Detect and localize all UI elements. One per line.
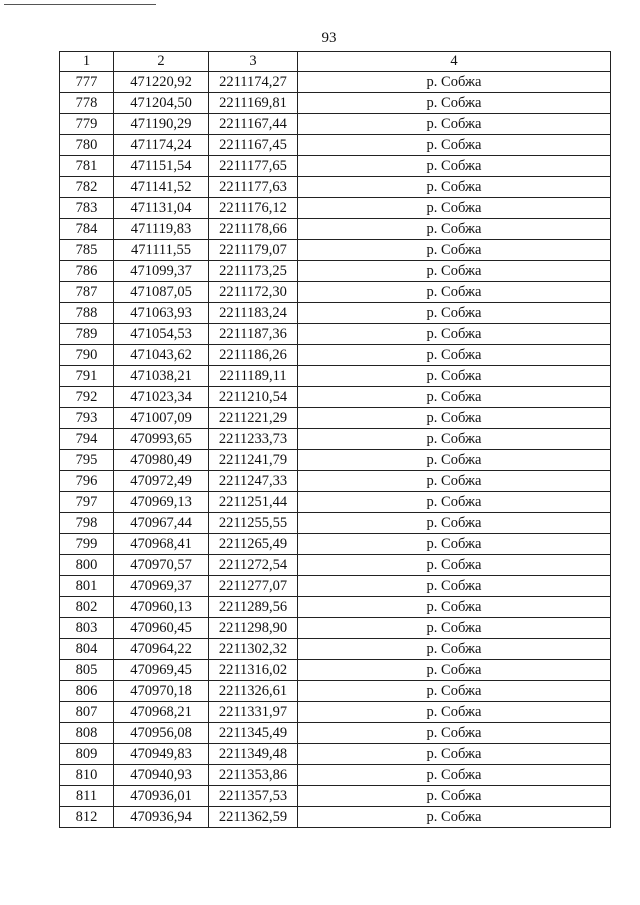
description-cell: р. Собжа [298, 660, 611, 681]
x-coordinate-cell: 470960,13 [114, 597, 209, 618]
table-row [60, 219, 611, 240]
point-number-cell: 806 [60, 681, 114, 702]
description-cell: р. Собжа [298, 702, 611, 723]
x-coordinate-cell: 471220,92 [114, 72, 209, 93]
y-coordinate-cell: 2211277,07 [209, 576, 298, 597]
description-cell: р. Собжа [298, 429, 611, 450]
table-row [60, 786, 611, 807]
description-cell: р. Собжа [298, 744, 611, 765]
x-coordinate-cell: 470968,41 [114, 534, 209, 555]
x-coordinate-cell: 470980,49 [114, 450, 209, 471]
y-coordinate-cell: 2211331,97 [209, 702, 298, 723]
table-row [60, 282, 611, 303]
description-cell: р. Собжа [298, 114, 611, 135]
table-row [60, 618, 611, 639]
x-coordinate-cell: 470972,49 [114, 471, 209, 492]
table-row [60, 450, 611, 471]
table-row [60, 429, 611, 450]
point-number-cell: 805 [60, 660, 114, 681]
y-coordinate-cell: 2211362,59 [209, 807, 298, 828]
point-number-cell: 790 [60, 345, 114, 366]
y-coordinate-cell: 2211210,54 [209, 387, 298, 408]
y-coordinate-cell: 2211316,02 [209, 660, 298, 681]
table-row [60, 135, 611, 156]
x-coordinate-cell: 470969,13 [114, 492, 209, 513]
table-row [60, 639, 611, 660]
x-coordinate-cell: 470968,21 [114, 702, 209, 723]
table-row [60, 534, 611, 555]
page-number: 93 [321, 30, 337, 46]
table-row [60, 660, 611, 681]
point-number-cell: 809 [60, 744, 114, 765]
point-number-cell: 785 [60, 240, 114, 261]
point-number-cell: 780 [60, 135, 114, 156]
description-cell: р. Собжа [298, 723, 611, 744]
table-row [60, 93, 611, 114]
table-row [60, 576, 611, 597]
table-row [60, 471, 611, 492]
y-coordinate-cell: 2211298,90 [209, 618, 298, 639]
x-coordinate-cell: 471023,34 [114, 387, 209, 408]
x-coordinate-cell: 470964,22 [114, 639, 209, 660]
description-cell: р. Собжа [298, 576, 611, 597]
description-cell: р. Собжа [298, 450, 611, 471]
x-coordinate-cell: 471099,37 [114, 261, 209, 282]
x-coordinate-cell: 471131,04 [114, 198, 209, 219]
description-cell: р. Собжа [298, 387, 611, 408]
point-number-cell: 801 [60, 576, 114, 597]
y-coordinate-cell: 2211326,61 [209, 681, 298, 702]
table-row [60, 744, 611, 765]
y-coordinate-cell: 2211241,79 [209, 450, 298, 471]
y-coordinate-cell: 2211353,86 [209, 765, 298, 786]
x-coordinate-cell: 470960,45 [114, 618, 209, 639]
description-cell: р. Собжа [298, 240, 611, 261]
point-number-cell: 807 [60, 702, 114, 723]
description-cell: р. Собжа [298, 324, 611, 345]
description-cell: р. Собжа [298, 408, 611, 429]
x-coordinate-cell: 471174,24 [114, 135, 209, 156]
table-row [60, 324, 611, 345]
table-row [60, 303, 611, 324]
x-coordinate-cell: 470993,65 [114, 429, 209, 450]
description-cell: р. Собжа [298, 618, 611, 639]
coordinates-table [59, 51, 611, 828]
scan-corner-line [4, 4, 156, 5]
y-coordinate-cell: 2211349,48 [209, 744, 298, 765]
y-coordinate-cell: 2211265,49 [209, 534, 298, 555]
y-coordinate-cell: 2211255,55 [209, 513, 298, 534]
y-coordinate-cell: 2211345,49 [209, 723, 298, 744]
y-coordinate-cell: 2211172,30 [209, 282, 298, 303]
table-row [60, 156, 611, 177]
y-coordinate-cell: 2211183,24 [209, 303, 298, 324]
point-number-cell: 804 [60, 639, 114, 660]
description-cell: р. Собжа [298, 597, 611, 618]
header-cell-description: 4 [298, 52, 611, 72]
description-cell: р. Собжа [298, 198, 611, 219]
point-number-cell: 808 [60, 723, 114, 744]
table-row [60, 681, 611, 702]
table-row [60, 807, 611, 828]
x-coordinate-cell: 471141,52 [114, 177, 209, 198]
point-number-cell: 798 [60, 513, 114, 534]
y-coordinate-cell: 2211179,07 [209, 240, 298, 261]
x-coordinate-cell: 470949,83 [114, 744, 209, 765]
point-number-cell: 782 [60, 177, 114, 198]
x-coordinate-cell: 470940,93 [114, 765, 209, 786]
y-coordinate-cell: 2211233,73 [209, 429, 298, 450]
table-row [60, 72, 611, 93]
point-number-cell: 788 [60, 303, 114, 324]
header-cell-y-coordinate: 3 [209, 52, 298, 72]
description-cell: р. Собжа [298, 303, 611, 324]
header-row [60, 52, 611, 72]
table-row [60, 723, 611, 744]
y-coordinate-cell: 2211272,54 [209, 555, 298, 576]
x-coordinate-cell: 470956,08 [114, 723, 209, 744]
y-coordinate-cell: 2211221,29 [209, 408, 298, 429]
y-coordinate-cell: 2211169,81 [209, 93, 298, 114]
header-cell-point-number: 1 [60, 52, 114, 72]
description-cell: р. Собжа [298, 156, 611, 177]
x-coordinate-cell: 471151,54 [114, 156, 209, 177]
y-coordinate-cell: 2211177,65 [209, 156, 298, 177]
y-coordinate-cell: 2211289,56 [209, 597, 298, 618]
point-number-cell: 783 [60, 198, 114, 219]
x-coordinate-cell: 470936,94 [114, 807, 209, 828]
point-number-cell: 787 [60, 282, 114, 303]
table-row [60, 408, 611, 429]
point-number-cell: 777 [60, 72, 114, 93]
y-coordinate-cell: 2211177,63 [209, 177, 298, 198]
point-number-cell: 811 [60, 786, 114, 807]
description-cell: р. Собжа [298, 177, 611, 198]
point-number-cell: 800 [60, 555, 114, 576]
point-number-cell: 779 [60, 114, 114, 135]
point-number-cell: 789 [60, 324, 114, 345]
point-number-cell: 778 [60, 93, 114, 114]
x-coordinate-cell: 471038,21 [114, 366, 209, 387]
y-coordinate-cell: 2211189,11 [209, 366, 298, 387]
table-row [60, 366, 611, 387]
description-cell: р. Собжа [298, 93, 611, 114]
description-cell: р. Собжа [298, 366, 611, 387]
y-coordinate-cell: 2211186,26 [209, 345, 298, 366]
point-number-cell: 803 [60, 618, 114, 639]
point-number-cell: 793 [60, 408, 114, 429]
table-row [60, 240, 611, 261]
description-cell: р. Собжа [298, 492, 611, 513]
x-coordinate-cell: 471063,93 [114, 303, 209, 324]
header-cell-x-coordinate: 2 [114, 52, 209, 72]
point-number-cell: 795 [60, 450, 114, 471]
table-row [60, 597, 611, 618]
x-coordinate-cell: 470969,45 [114, 660, 209, 681]
table-row [60, 177, 611, 198]
y-coordinate-cell: 2211357,53 [209, 786, 298, 807]
point-number-cell: 784 [60, 219, 114, 240]
point-number-cell: 802 [60, 597, 114, 618]
point-number-cell: 812 [60, 807, 114, 828]
description-cell: р. Собжа [298, 261, 611, 282]
table-row [60, 555, 611, 576]
x-coordinate-cell: 471111,55 [114, 240, 209, 261]
point-number-cell: 797 [60, 492, 114, 513]
x-coordinate-cell: 471119,83 [114, 219, 209, 240]
description-cell: р. Собжа [298, 282, 611, 303]
y-coordinate-cell: 2211167,44 [209, 114, 298, 135]
y-coordinate-cell: 2211178,66 [209, 219, 298, 240]
table-body [60, 72, 611, 828]
x-coordinate-cell: 471204,50 [114, 93, 209, 114]
table-row [60, 492, 611, 513]
table-row [60, 345, 611, 366]
x-coordinate-cell: 471007,09 [114, 408, 209, 429]
x-coordinate-cell: 470970,18 [114, 681, 209, 702]
description-cell: р. Собжа [298, 681, 611, 702]
y-coordinate-cell: 2211251,44 [209, 492, 298, 513]
table-row [60, 702, 611, 723]
x-coordinate-cell: 471087,05 [114, 282, 209, 303]
x-coordinate-cell: 470970,57 [114, 555, 209, 576]
y-coordinate-cell: 2211176,12 [209, 198, 298, 219]
table-row [60, 261, 611, 282]
y-coordinate-cell: 2211187,36 [209, 324, 298, 345]
point-number-cell: 781 [60, 156, 114, 177]
description-cell: р. Собжа [298, 471, 611, 492]
y-coordinate-cell: 2211174,27 [209, 72, 298, 93]
description-cell: р. Собжа [298, 513, 611, 534]
y-coordinate-cell: 2211173,25 [209, 261, 298, 282]
point-number-cell: 810 [60, 765, 114, 786]
description-cell: р. Собжа [298, 786, 611, 807]
x-coordinate-cell: 470967,44 [114, 513, 209, 534]
description-cell: р. Собжа [298, 639, 611, 660]
table-row [60, 198, 611, 219]
description-cell: р. Собжа [298, 135, 611, 156]
x-coordinate-cell: 471054,53 [114, 324, 209, 345]
table-row [60, 387, 611, 408]
y-coordinate-cell: 2211167,45 [209, 135, 298, 156]
table-row [60, 114, 611, 135]
description-cell: р. Собжа [298, 219, 611, 240]
point-number-cell: 791 [60, 366, 114, 387]
description-cell: р. Собжа [298, 555, 611, 576]
x-coordinate-cell: 470936,01 [114, 786, 209, 807]
description-cell: р. Собжа [298, 345, 611, 366]
y-coordinate-cell: 2211302,32 [209, 639, 298, 660]
table-row [60, 513, 611, 534]
point-number-cell: 796 [60, 471, 114, 492]
x-coordinate-cell: 471190,29 [114, 114, 209, 135]
description-cell: р. Собжа [298, 534, 611, 555]
x-coordinate-cell: 471043,62 [114, 345, 209, 366]
y-coordinate-cell: 2211247,33 [209, 471, 298, 492]
point-number-cell: 786 [60, 261, 114, 282]
point-number-cell: 799 [60, 534, 114, 555]
point-number-cell: 794 [60, 429, 114, 450]
description-cell: р. Собжа [298, 765, 611, 786]
point-number-cell: 792 [60, 387, 114, 408]
description-cell: р. Собжа [298, 807, 611, 828]
table-row [60, 765, 611, 786]
x-coordinate-cell: 470969,37 [114, 576, 209, 597]
description-cell: р. Собжа [298, 72, 611, 93]
